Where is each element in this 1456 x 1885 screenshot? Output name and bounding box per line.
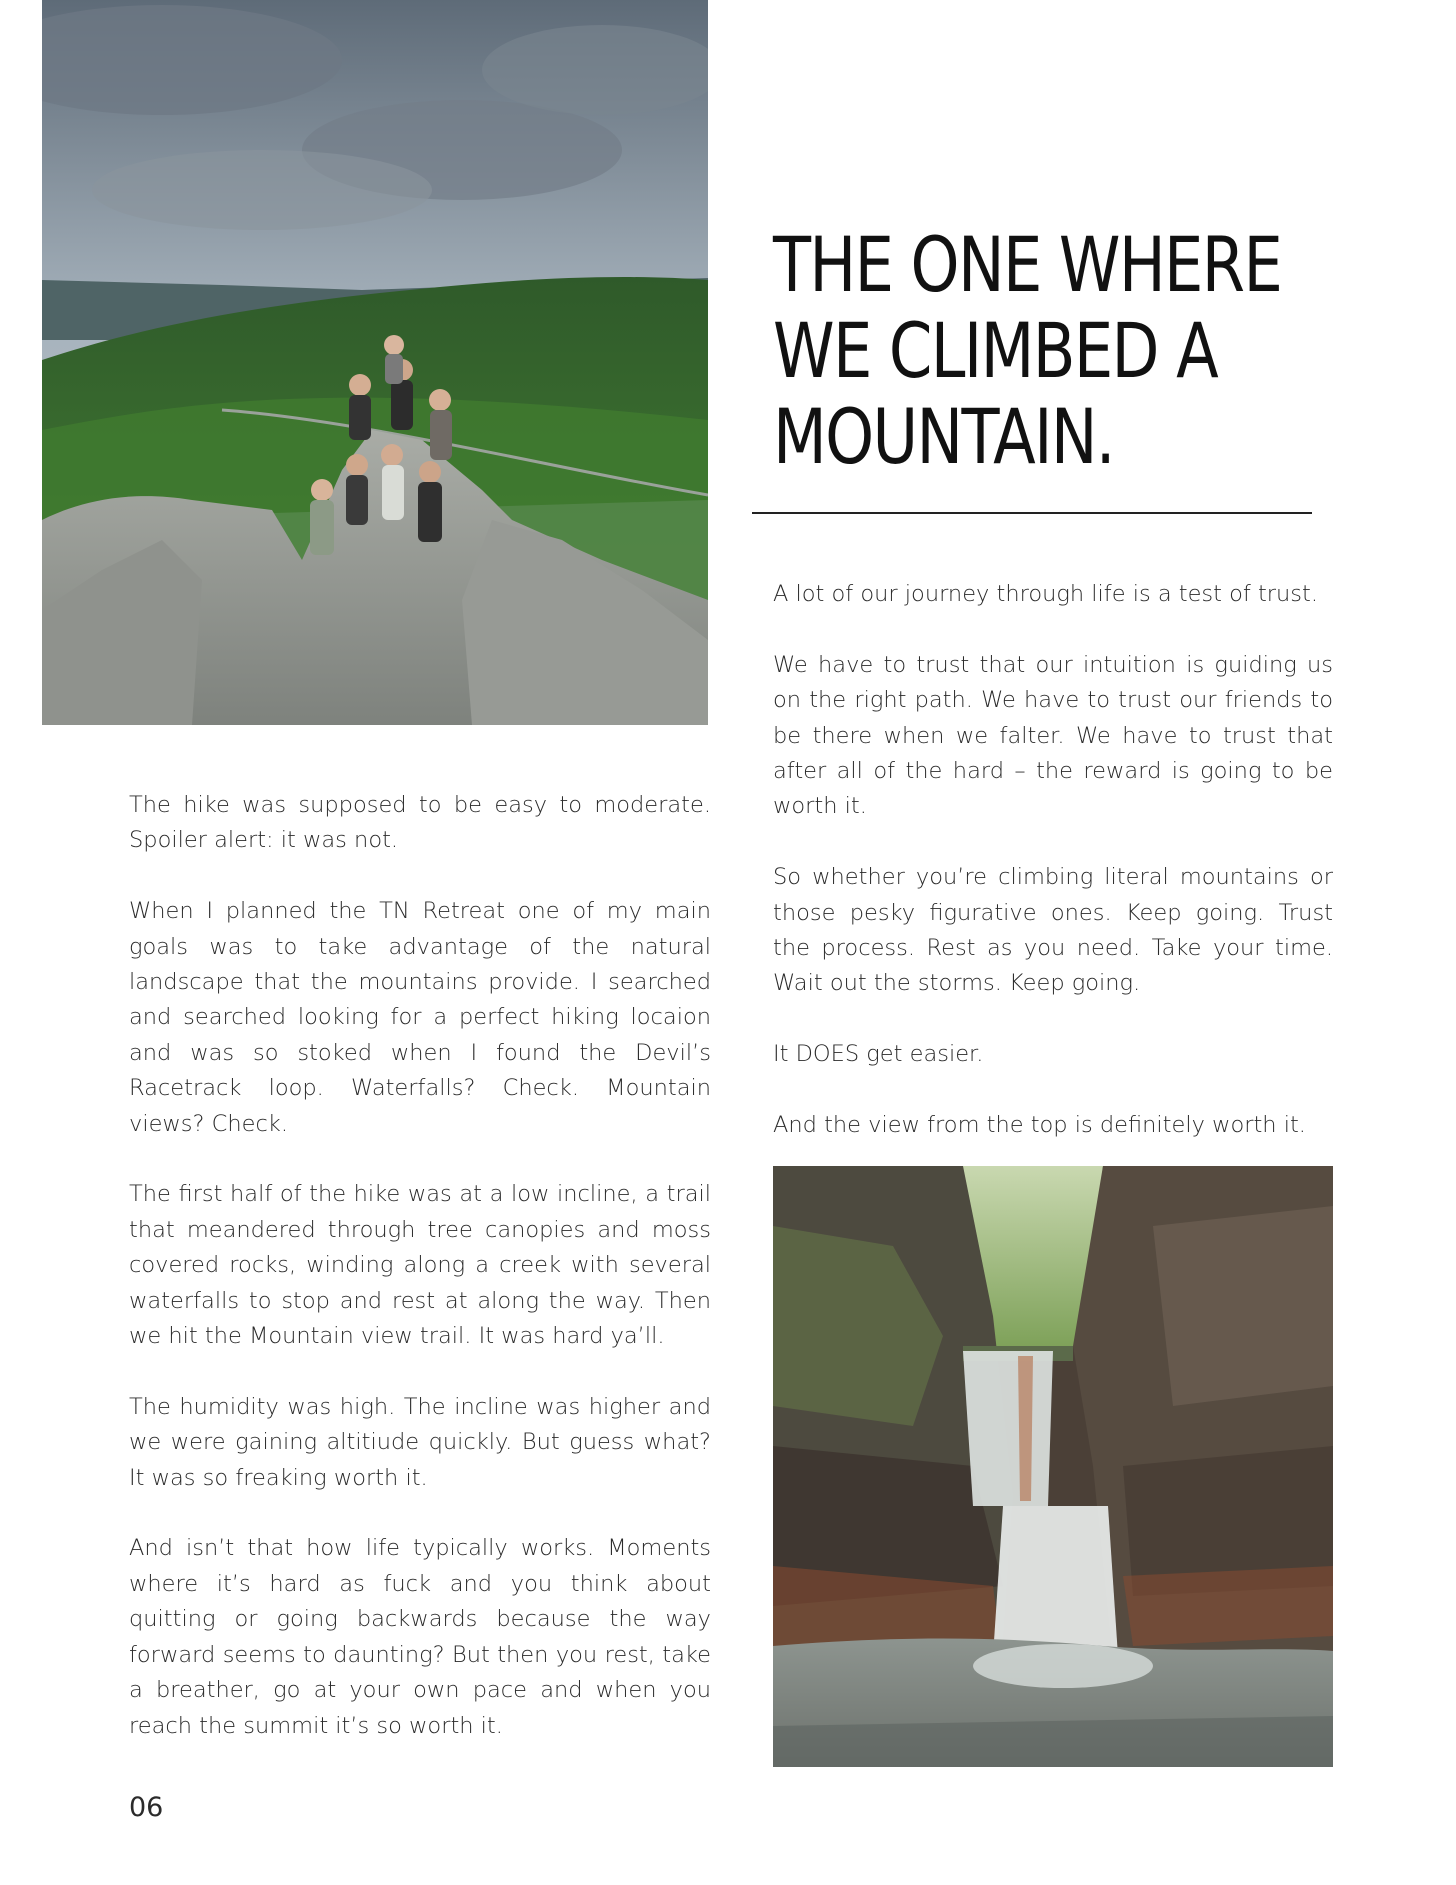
waterfall-photo: [773, 1166, 1333, 1767]
waterfall-illustration: [773, 1166, 1333, 1767]
mountain-summit-photo: [42, 0, 708, 725]
page-number: 06: [129, 1792, 164, 1823]
right-text-column: [773, 577, 1333, 1179]
title-line-3: MOUNTAIN.: [773, 392, 1114, 481]
title-line-1: THE ONE WHERE: [773, 220, 1282, 309]
mountain-summit-illustration: [42, 0, 708, 725]
left-paragraph-5: And isn’t that how life typically works. Moments where it’s hard as fuck and you think about quitting or going backwards because the way forward seems to daunting? But then you rest, take a breather, go at your own pace and when you reach the summit it’s so worth it.: [129, 1535, 711, 1739]
left-paragraph-1: The hike was supposed to be easy to moderate. Spoiler alert: it was not.: [129, 792, 711, 854]
right-paragraph-4: It DOES get easier.: [773, 1041, 984, 1068]
left-paragraph-3: The first half of the hike was at a low incline, a trail that meandered through tree canopies and moss covered rocks, winding along a creek with several waterfalls to stop and rest at along the way. Then we hit the Mountain view trail. It was hard ya’ll.: [129, 1181, 711, 1350]
right-paragraph-1: A lot of our journey through life is a test of trust.: [773, 581, 1318, 607]
left-text-column: [129, 788, 711, 1779]
right-paragraph-3: So whether you’re climbing literal mountains or those pesky figurative ones. Keep going. Trust the process. Rest as you need. Take your time. Wait out the storms. Keep going.: [773, 864, 1333, 997]
left-paragraph-4: The humidity was high. The incline was higher and we were gaining altitiude quickly. But guess what? It was so freaking worth it.: [129, 1393, 711, 1491]
page-title: [773, 220, 1282, 481]
title-divider: [752, 512, 1312, 514]
left-paragraph-2: When I planned the TN Retreat one of my main goals was to take advantage of the natural landscape that the mountains provide. I searched and searched looking for a perfect hiking locaion and was so stoked when I found the Devil’s Racetrack loop. Waterfalls? Check. Mountain views? Check.: [129, 898, 711, 1137]
right-paragraph-2: We have to trust that our intuition is guiding us on the right path. We have to trust our friends to be there when we falter. We have to trust that after all of the hard – the reward is going to be worth it.: [773, 651, 1333, 820]
right-paragraph-5: And the view from the top is definitely worth it.: [773, 1112, 1306, 1139]
title-line-2: WE CLIMBED A: [773, 306, 1218, 395]
